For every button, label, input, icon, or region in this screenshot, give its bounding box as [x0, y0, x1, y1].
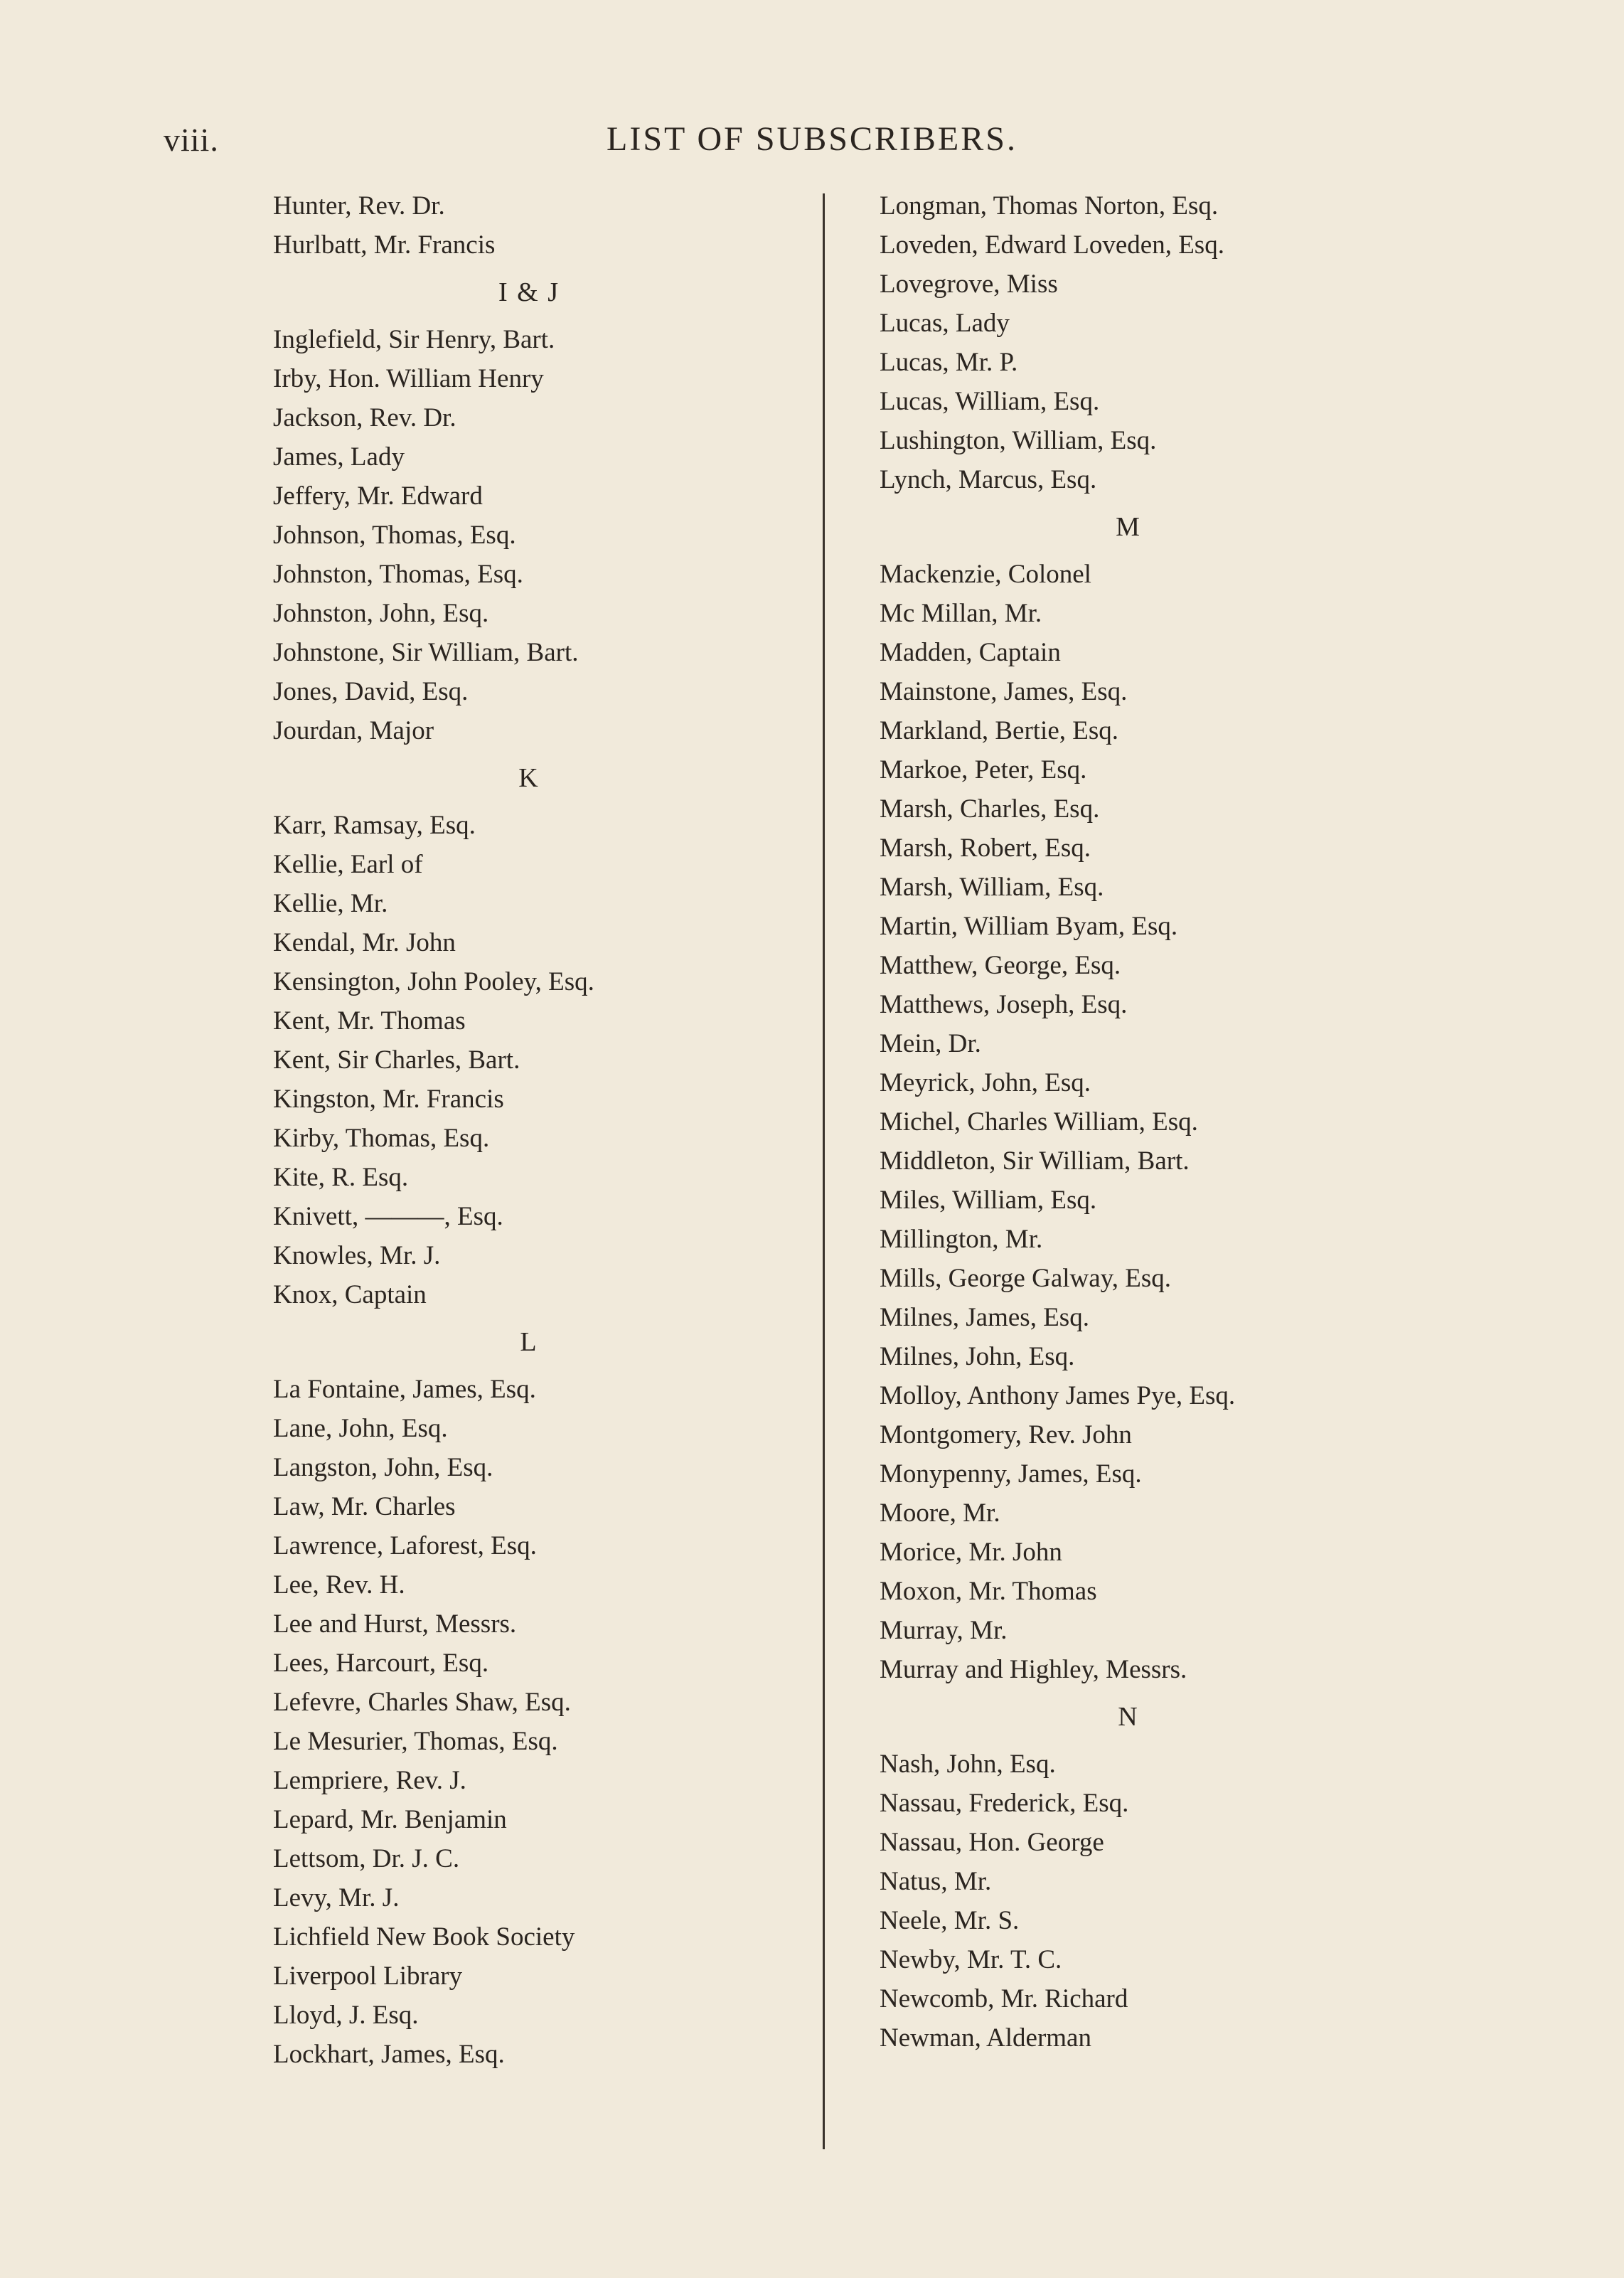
subscriber-entry: Jones, David, Esq. [273, 677, 469, 706]
subscriber-entry: Middleton, Sir William, Bart. [880, 1146, 1190, 1176]
subscriber-entry: Markland, Bertie, Esq. [880, 716, 1118, 745]
subscriber-entry: Madden, Captain [880, 638, 1061, 667]
subscriber-entry: Neele, Mr. S. [880, 1906, 1020, 1935]
column-divider-rule [823, 193, 825, 2149]
subscriber-entry: James, Lady [273, 442, 405, 472]
subscriber-entry: Michel, Charles William, Esq. [880, 1107, 1198, 1137]
section-heading-m: M [1116, 512, 1141, 542]
subscriber-entry: Lefevre, Charles Shaw, Esq. [273, 1688, 571, 1717]
subscriber-entry: Lovegrove, Miss [880, 270, 1058, 299]
subscriber-entry: Moxon, Mr. Thomas [880, 1577, 1097, 1606]
subscriber-entry: Newcomb, Mr. Richard [880, 1984, 1128, 2013]
subscriber-entry: Lettsom, Dr. J. C. [273, 1844, 460, 1873]
subscriber-entry: Nash, John, Esq. [880, 1750, 1056, 1779]
subscriber-entry: Monypenny, James, Esq. [880, 1459, 1142, 1489]
section-heading-k: K [518, 763, 540, 793]
subscriber-entry: Hurlbatt, Mr. Francis [273, 230, 496, 260]
subscriber-entry: Lynch, Marcus, Esq. [880, 465, 1097, 494]
subscriber-entry: Murray and Highley, Messrs. [880, 1655, 1187, 1684]
subscriber-entry: Mainstone, James, Esq. [880, 677, 1128, 706]
subscriber-list-m [880, 555, 1463, 1689]
subscriber-entry: Miles, William, Esq. [880, 1186, 1097, 1215]
subscriber-entry: Mc Millan, Mr. [880, 599, 1042, 628]
subscriber-entry: Lee, Rev. H. [273, 1570, 405, 1600]
section-heading-l: L [520, 1327, 538, 1357]
subscriber-entry: Knowles, Mr. J. [273, 1241, 441, 1270]
subscriber-list-l [273, 1370, 813, 2074]
left-subscriber-column [273, 186, 813, 2074]
subscriber-list-i-j [273, 320, 813, 750]
subscriber-entry: Lucas, Lady [880, 309, 1010, 338]
subscriber-entry: Lucas, Mr. P. [880, 348, 1018, 377]
subscriber-entry: Karr, Ramsay, Esq. [273, 811, 476, 840]
subscriber-entry: Lee and Hurst, Messrs. [273, 1609, 517, 1639]
subscriber-entry: Le Mesurier, Thomas, Esq. [273, 1727, 558, 1756]
subscriber-entry: Kent, Sir Charles, Bart. [273, 1045, 520, 1075]
subscriber-entry: Milnes, James, Esq. [880, 1303, 1089, 1332]
subscriber-entry: Newby, Mr. T. C. [880, 1945, 1062, 1974]
subscriber-entry: Knox, Captain [273, 1280, 427, 1309]
subscriber-entry: Kellie, Earl of [273, 850, 423, 879]
page-number: viii. [164, 122, 219, 158]
subscriber-entry: Kensington, John Pooley, Esq. [273, 967, 594, 996]
subscriber-entry: Molloy, Anthony James Pye, Esq. [880, 1381, 1236, 1410]
subscriber-entry: Moore, Mr. [880, 1499, 1000, 1528]
subscriber-entry: Matthew, George, Esq. [880, 951, 1121, 980]
subscriber-list-l-continued [880, 186, 1463, 499]
subscriber-entry: Jackson, Rev. Dr. [273, 403, 456, 432]
subscriber-entry: Newman, Alderman [880, 2023, 1091, 2053]
subscriber-entry: Lushington, William, Esq. [880, 426, 1157, 455]
subscriber-entry: Martin, William Byam, Esq. [880, 912, 1178, 941]
subscriber-entry: Marsh, Robert, Esq. [880, 834, 1091, 863]
subscriber-entry: Kent, Mr. Thomas [273, 1006, 466, 1036]
subscriber-entry: La Fontaine, James, Esq. [273, 1375, 536, 1404]
subscriber-entry: Marsh, Charles, Esq. [880, 794, 1100, 824]
subscriber-entry: Lockhart, James, Esq. [273, 2040, 505, 2069]
subscriber-entry: Liverpool Library [273, 1962, 463, 1991]
section-heading-i-j: I & J [498, 277, 560, 307]
subscriber-entry: Inglefield, Sir Henry, Bart. [273, 325, 555, 354]
subscriber-entry: Milnes, John, Esq. [880, 1342, 1075, 1371]
subscriber-entry: Johnson, Thomas, Esq. [273, 521, 516, 550]
subscriber-entry: Nassau, Hon. George [880, 1828, 1104, 1857]
subscriber-entry: Lepard, Mr. Benjamin [273, 1805, 507, 1834]
subscriber-entry: Johnston, Thomas, Esq. [273, 560, 523, 589]
subscriber-entry: Lloyd, J. Esq. [273, 2001, 419, 2030]
subscriber-entry: Knivett, ———, Esq. [273, 1202, 503, 1231]
subscriber-entry: Kendal, Mr. John [273, 928, 456, 957]
subscriber-entry: Kingston, Mr. Francis [273, 1085, 504, 1114]
subscriber-entry: Lichfield New Book Society [273, 1922, 575, 1952]
subscriber-entry: Matthews, Joseph, Esq. [880, 990, 1128, 1019]
right-subscriber-column [880, 186, 1463, 2058]
subscriber-entry: Law, Mr. Charles [273, 1492, 456, 1521]
section-heading-n: N [1118, 1702, 1139, 1732]
subscriber-entry: Jourdan, Major [273, 716, 434, 745]
subscriber-entry: Loveden, Edward Loveden, Esq. [880, 230, 1224, 260]
subscriber-entry: Mackenzie, Colonel [880, 560, 1091, 589]
subscriber-entry: Natus, Mr. [880, 1867, 992, 1896]
subscriber-entry: Markoe, Peter, Esq. [880, 755, 1087, 784]
subscriber-entry: Johnstone, Sir William, Bart. [273, 638, 579, 667]
subscriber-entry: Longman, Thomas Norton, Esq. [880, 191, 1219, 220]
subscriber-entry: Lempriere, Rev. J. [273, 1766, 466, 1795]
subscriber-list-k [273, 806, 813, 1314]
subscriber-entry: Mills, George Galway, Esq. [880, 1264, 1172, 1293]
subscriber-entry: Irby, Hon. William Henry [273, 364, 544, 393]
subscriber-entry: Langston, John, Esq. [273, 1453, 493, 1482]
subscriber-entry: Lucas, William, Esq. [880, 387, 1100, 416]
subscriber-entry: Kite, R. Esq. [273, 1163, 409, 1192]
subscriber-list-h [273, 186, 813, 265]
subscriber-entry: Lane, John, Esq. [273, 1414, 448, 1443]
page-title: LIST OF SUBSCRIBERS. [607, 120, 1017, 158]
subscriber-entry: Lees, Harcourt, Esq. [273, 1649, 489, 1678]
subscriber-entry: Marsh, William, Esq. [880, 873, 1104, 902]
subscriber-entry: Montgomery, Rev. John [880, 1420, 1132, 1449]
subscriber-entry: Nassau, Frederick, Esq. [880, 1789, 1129, 1818]
subscriber-list-n [880, 1745, 1463, 2058]
subscriber-entry: Kellie, Mr. [273, 889, 388, 918]
subscriber-entry: Jeffery, Mr. Edward [273, 481, 483, 511]
subscriber-entry: Levy, Mr. J. [273, 1883, 400, 1912]
subscriber-entry: Kirby, Thomas, Esq. [273, 1124, 490, 1153]
subscriber-entry: Meyrick, John, Esq. [880, 1068, 1091, 1097]
subscriber-entry: Lawrence, Laforest, Esq. [273, 1531, 537, 1560]
subscriber-entry: Morice, Mr. John [880, 1538, 1062, 1567]
subscriber-entry: Mein, Dr. [880, 1029, 981, 1058]
subscriber-entry: Johnston, John, Esq. [273, 599, 489, 628]
subscriber-entry: Murray, Mr. [880, 1616, 1008, 1645]
subscriber-entry: Hunter, Rev. Dr. [273, 191, 445, 220]
subscriber-entry: Millington, Mr. [880, 1225, 1043, 1254]
